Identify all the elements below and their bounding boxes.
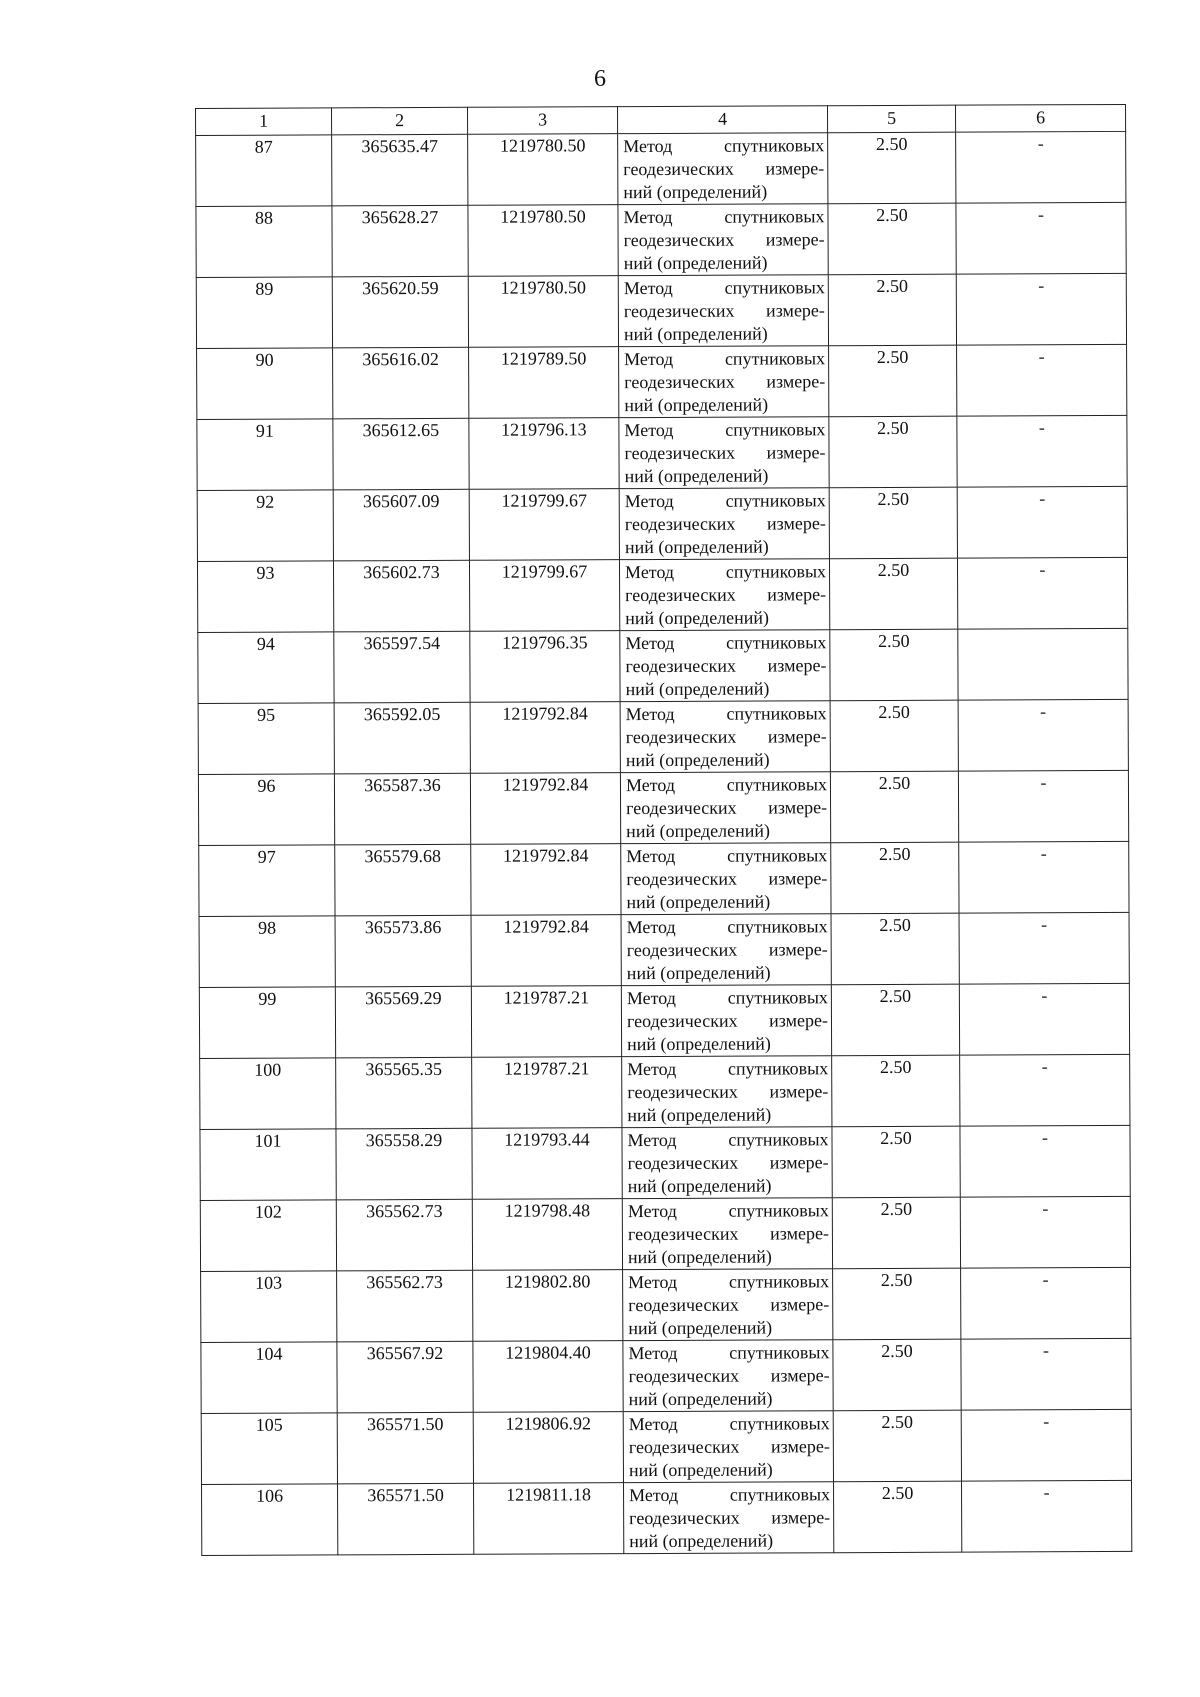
- accuracy-cell: 2.50: [833, 1268, 961, 1340]
- accuracy-cell: 2.50: [828, 203, 956, 275]
- accuracy-cell: 2.50: [831, 984, 959, 1056]
- y-coordinate-cell: 1219796.35: [470, 631, 620, 703]
- point-number-cell: 105: [201, 1413, 337, 1485]
- accuracy-cell: 2.50: [829, 416, 957, 488]
- method-cell: Метод спутниковых геодезических измере-ний (определений): [621, 985, 831, 1057]
- table-body: [196, 131, 1132, 1555]
- method-cell: Метод спутниковых геодезических измере-ний (определений): [622, 1198, 832, 1270]
- x-coordinate-cell: 365571.50: [337, 1412, 473, 1484]
- table-row: [198, 628, 1128, 703]
- point-number-cell: 96: [198, 774, 334, 846]
- note-cell: [958, 628, 1128, 700]
- y-coordinate-cell: 1219799.67: [469, 560, 619, 632]
- table-row: [200, 1054, 1130, 1129]
- accuracy-cell: 2.50: [828, 274, 956, 346]
- table-row: [196, 131, 1126, 206]
- table-row: [199, 912, 1129, 987]
- table-row: [198, 699, 1128, 774]
- method-cell: Метод спутниковых геодезических измере-ний (определений): [618, 133, 828, 205]
- method-cell: Метод спутниковых геодезических измере-ний (определений): [623, 1340, 833, 1412]
- x-coordinate-cell: 365602.73: [333, 560, 469, 632]
- x-coordinate-cell: 365612.65: [333, 418, 469, 490]
- method-cell: Метод спутниковых геодезических измере-ний (определений): [619, 417, 829, 489]
- method-cell: Метод спутниковых геодезических измере-ний (определений): [623, 1269, 833, 1341]
- note-cell: -: [961, 1338, 1131, 1410]
- x-coordinate-cell: 365567.92: [337, 1341, 473, 1413]
- header-cell: 1: [196, 108, 332, 136]
- method-cell: Метод спутниковых геодезических измере-ний (определений): [621, 843, 831, 915]
- note-cell: -: [960, 1054, 1130, 1126]
- y-coordinate-cell: 1219796.13: [469, 418, 619, 490]
- x-coordinate-cell: 365558.29: [336, 1128, 472, 1200]
- point-number-cell: 104: [201, 1342, 337, 1414]
- method-cell: Метод спутниковых геодезических измере-ний (определений): [621, 914, 831, 986]
- method-cell: Метод спутниковых геодезических измере-ний (определений): [622, 1127, 832, 1199]
- table-row: [200, 1125, 1130, 1200]
- table-row: [201, 1338, 1131, 1413]
- y-coordinate-cell: 1219806.92: [473, 1412, 623, 1484]
- note-cell: -: [957, 557, 1127, 629]
- accuracy-cell: 2.50: [829, 558, 957, 630]
- point-number-cell: 98: [199, 916, 335, 988]
- point-number-cell: 90: [197, 348, 333, 420]
- accuracy-cell: 2.50: [831, 913, 959, 985]
- x-coordinate-cell: 365569.29: [335, 986, 471, 1058]
- x-coordinate-cell: 365592.05: [334, 702, 470, 774]
- y-coordinate-cell: 1219780.50: [468, 134, 618, 206]
- table-row: [197, 557, 1127, 632]
- table-row: [197, 344, 1127, 419]
- note-cell: -: [960, 1196, 1130, 1268]
- x-coordinate-cell: 365579.68: [335, 844, 471, 916]
- point-number-cell: 88: [196, 206, 332, 278]
- table-row: [196, 273, 1126, 348]
- table-row: [197, 486, 1127, 561]
- note-cell: -: [961, 1409, 1131, 1481]
- y-coordinate-cell: 1219799.67: [469, 489, 619, 561]
- y-coordinate-cell: 1219798.48: [472, 1199, 622, 1271]
- x-coordinate-cell: 365597.54: [334, 631, 470, 703]
- point-number-cell: 95: [198, 703, 334, 775]
- table-row: [200, 1196, 1130, 1271]
- note-cell: -: [956, 131, 1126, 203]
- y-coordinate-cell: 1219811.18: [474, 1483, 624, 1555]
- table-row: [197, 415, 1127, 490]
- accuracy-cell: 2.50: [831, 842, 959, 914]
- table-row: [202, 1480, 1132, 1555]
- accuracy-cell: 2.50: [832, 1055, 960, 1127]
- note-cell: -: [961, 1480, 1131, 1552]
- note-cell: -: [958, 699, 1128, 771]
- x-coordinate-cell: 365607.09: [333, 489, 469, 561]
- header-cell: 6: [955, 104, 1125, 132]
- note-cell: -: [960, 1125, 1130, 1197]
- y-coordinate-cell: 1219792.84: [471, 844, 621, 916]
- note-cell: -: [958, 770, 1128, 842]
- x-coordinate-cell: 365573.86: [335, 915, 471, 987]
- accuracy-cell: 2.50: [830, 771, 958, 843]
- y-coordinate-cell: 1219787.21: [471, 986, 621, 1058]
- y-coordinate-cell: 1219789.50: [469, 347, 619, 419]
- table-row: [198, 770, 1128, 845]
- x-coordinate-cell: 365635.47: [332, 134, 468, 206]
- point-number-cell: 94: [198, 632, 334, 704]
- method-cell: Метод спутниковых геодезических измере-ний (определений): [624, 1482, 834, 1554]
- x-coordinate-cell: 365616.02: [333, 347, 469, 419]
- accuracy-cell: 2.50: [829, 345, 957, 417]
- y-coordinate-cell: 1219802.80: [473, 1270, 623, 1342]
- header-cell: 2: [332, 107, 468, 135]
- y-coordinate-cell: 1219792.84: [471, 915, 621, 987]
- method-cell: Метод спутниковых геодезических измере-ний (определений): [622, 1056, 832, 1128]
- point-number-cell: 89: [196, 277, 332, 349]
- note-cell: -: [959, 841, 1129, 913]
- x-coordinate-cell: 365562.73: [337, 1270, 473, 1342]
- table-row: [201, 1409, 1131, 1484]
- x-coordinate-cell: 365571.50: [338, 1483, 474, 1555]
- header-cell: 3: [467, 107, 617, 135]
- note-cell: -: [957, 344, 1127, 416]
- table-header-row: [196, 104, 1126, 135]
- table-row: [201, 1267, 1131, 1342]
- note-cell: -: [959, 912, 1129, 984]
- point-number-cell: 100: [200, 1058, 336, 1130]
- accuracy-cell: 2.50: [829, 487, 957, 559]
- method-cell: Метод спутниковых геодезических измере-ний (определений): [620, 701, 830, 773]
- point-number-cell: 93: [197, 561, 333, 633]
- accuracy-cell: 2.50: [832, 1126, 960, 1198]
- y-coordinate-cell: 1219792.84: [470, 773, 620, 845]
- method-cell: Метод спутниковых геодезических измере-ний (определений): [619, 559, 829, 631]
- note-cell: -: [956, 273, 1126, 345]
- point-number-cell: 102: [200, 1200, 336, 1272]
- accuracy-cell: 2.50: [828, 132, 956, 204]
- note-cell: -: [959, 983, 1129, 1055]
- x-coordinate-cell: 365628.27: [332, 205, 468, 277]
- x-coordinate-cell: 365562.73: [336, 1199, 472, 1271]
- method-cell: Метод спутниковых геодезических измере-ний (определений): [620, 630, 830, 702]
- accuracy-cell: 2.50: [833, 1339, 961, 1411]
- coordinates-table: [195, 104, 1132, 1556]
- method-cell: Метод спутниковых геодезических измере-ний (определений): [619, 488, 829, 560]
- point-number-cell: 91: [197, 419, 333, 491]
- y-coordinate-cell: 1219804.40: [473, 1341, 623, 1413]
- note-cell: -: [961, 1267, 1131, 1339]
- note-cell: -: [957, 415, 1127, 487]
- y-coordinate-cell: 1219780.50: [468, 205, 618, 277]
- point-number-cell: 101: [200, 1129, 336, 1201]
- y-coordinate-cell: 1219792.84: [470, 702, 620, 774]
- table-row: [196, 202, 1126, 277]
- page-number: 6: [594, 66, 606, 92]
- point-number-cell: 92: [197, 490, 333, 562]
- point-number-cell: 103: [201, 1271, 337, 1343]
- accuracy-cell: 2.50: [833, 1410, 961, 1482]
- y-coordinate-cell: 1219793.44: [472, 1128, 622, 1200]
- table-row: [199, 983, 1129, 1058]
- point-number-cell: 87: [196, 135, 332, 207]
- method-cell: Метод спутниковых геодезических измере-ний (определений): [618, 204, 828, 276]
- y-coordinate-cell: 1219780.50: [468, 276, 618, 348]
- point-number-cell: 99: [199, 987, 335, 1059]
- method-cell: Метод спутниковых геодезических измере-ний (определений): [623, 1411, 833, 1483]
- x-coordinate-cell: 365620.59: [332, 276, 468, 348]
- header-cell: 5: [827, 105, 955, 133]
- method-cell: Метод спутниковых геодезических измере-ний (определений): [620, 772, 830, 844]
- accuracy-cell: 2.50: [834, 1481, 962, 1553]
- note-cell: -: [956, 202, 1126, 274]
- point-number-cell: 106: [202, 1484, 338, 1556]
- method-cell: Метод спутниковых геодезических измере-ний (определений): [618, 275, 828, 347]
- x-coordinate-cell: 365587.36: [334, 773, 470, 845]
- point-number-cell: 97: [199, 845, 335, 917]
- header-cell: 4: [617, 106, 827, 134]
- accuracy-cell: 2.50: [830, 629, 958, 701]
- note-cell: -: [957, 486, 1127, 558]
- accuracy-cell: 2.50: [830, 700, 958, 772]
- accuracy-cell: 2.50: [832, 1197, 960, 1269]
- table-row: [199, 841, 1129, 916]
- x-coordinate-cell: 365565.35: [336, 1057, 472, 1129]
- method-cell: Метод спутниковых геодезических измере-ний (определений): [619, 346, 829, 418]
- y-coordinate-cell: 1219787.21: [472, 1057, 622, 1129]
